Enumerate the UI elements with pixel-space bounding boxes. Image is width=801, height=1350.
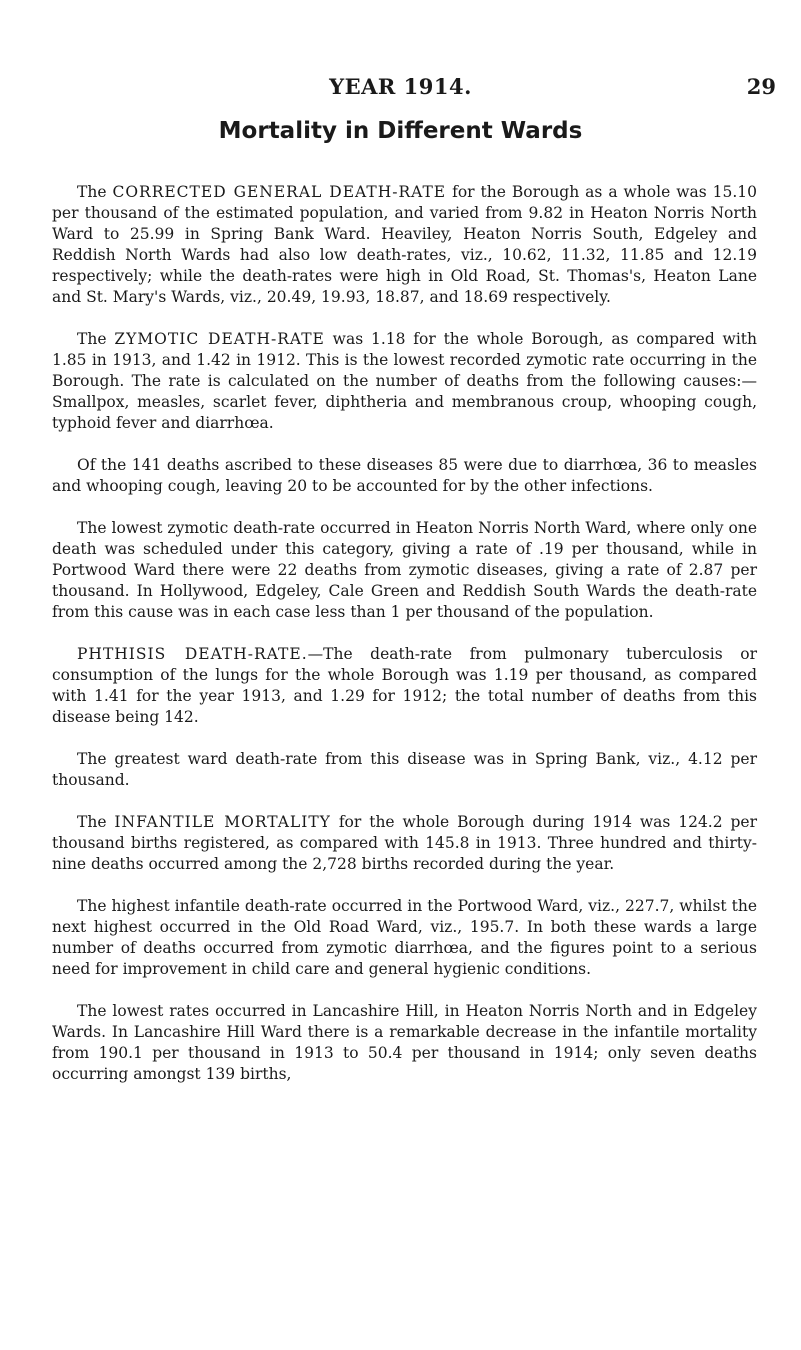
paragraph-infantile-lowest — [52, 1001, 757, 1085]
paragraph-prefix: The — [77, 813, 115, 831]
paragraph-phthisis-death-rate — [52, 644, 757, 728]
paragraph-infantile-mortality — [52, 812, 757, 875]
paragraph-text: for the Borough as a whole was 15.10 per thousand of the estimated population, and varied from 9.82 in Heaton Norris North Ward to 25.99 in Spring Bank Ward. Heaviley, Heaton Norris South, Edgeley and Reddish North Wards had also low death-rates, viz., 10.62, 11.32, 11.85 and 12.19 respectively; while the death-rates were high in Old Road, St. Thomas's, Heaton Lane and St. Mary's Wards, viz., 20.49, 19.93, 18.87, and 18.69 respectively. — [52, 183, 757, 306]
paragraph-text: The lowest zymotic death-rate occurred in Heaton Norris North Ward, where only one death was scheduled under this category, giving a rate of .19 per thousand, while in Portwood Ward there were 22 deaths from zymotic diseases, giving a rate of 2.87 per thousand. In Hollywood, Edgeley, Cale Green and Reddish South Wards the death-rate from this cause was in each case less than 1 per thousand of the population. — [52, 519, 757, 621]
paragraph-text: was 1.18 for the whole Borough, as compared with 1.85 in 1913, and 1.42 in 1912. This is the lowest recorded zymotic rate occurring in the Borough. The rate is calculated on the number of deaths from the following causes:—Smallpox, measles, scarlet fever, diphtheria and membranous croup, whooping cough, typhoid fever and diarrhœa. — [52, 330, 757, 432]
page-number: 29 — [746, 74, 776, 99]
paragraph-text: The highest infantile death-rate occurred in the Portwood Ward, viz., 227.7, whilst the next highest occurred in the Old Road Ward, viz., 195.7. In both these wards a large number of deaths occurred from zymotic diarrhœa, and the figures point to a serious need for improvement in child care and general hygienic conditions. — [52, 897, 757, 978]
body-text — [52, 182, 757, 1106]
paragraph-lead: PHTHISIS DEATH-RATE. — [77, 645, 308, 663]
paragraph-text: The greatest ward death-rate from this disease was in Spring Bank, viz., 4.12 per thousand. — [52, 750, 757, 789]
running-head — [0, 74, 801, 104]
running-title: YEAR 1914. — [329, 74, 472, 99]
paragraph-text: for the whole Borough during 1914 was 124.2 per thousand births registered, as compared with 145.8 in 1913. Three hundred and thirty-nine deaths occurred among the 2,728 births recorded during the year. — [52, 813, 758, 873]
paragraph-lead: INFANTILE MORTALITY — [114, 813, 331, 831]
paragraph-general-death-rate — [52, 182, 757, 308]
paragraph-zymotic-causes — [52, 455, 757, 497]
paragraph-zymotic-wards — [52, 518, 757, 623]
section-heading: Mortality in Different Wards — [218, 118, 583, 144]
paragraph-zymotic-death-rate — [52, 329, 757, 434]
paragraph-prefix: The — [77, 183, 113, 201]
paragraph-text: —The death-rate from pulmonary tuberculosis or consumption of the lungs for the whole Borough was 1.19 per thousand, as compared with 1.41 for the year 1913, and 1.29 for 1912; the total number of deaths from this disease being 142. — [52, 645, 757, 726]
paragraph-prefix: The — [77, 330, 115, 348]
paragraph-lead: CORRECTED GENERAL DEATH-RATE — [112, 183, 447, 201]
paragraph-lead: ZYMOTIC DEATH-RATE — [114, 330, 325, 348]
paragraph-infantile-highest — [52, 896, 757, 980]
paragraph-phthisis-ward — [52, 749, 757, 791]
paragraph-text: Of the 141 deaths ascribed to these diseases 85 were due to diarrhœa, 36 to measles and whooping cough, leaving 20 to be accounted for by the other infections. — [52, 456, 757, 495]
paragraph-text: The lowest rates occurred in Lancashire Hill, in Heaton Norris North and in Edgeley Wards. In Lancashire Hill Ward there is a remarkable decrease in the infantile mortality from 190.1 per thousand in 1913 to 50.4 per thousand in 1914; only seven deaths occurring amongst 139 births, — [52, 1002, 757, 1083]
